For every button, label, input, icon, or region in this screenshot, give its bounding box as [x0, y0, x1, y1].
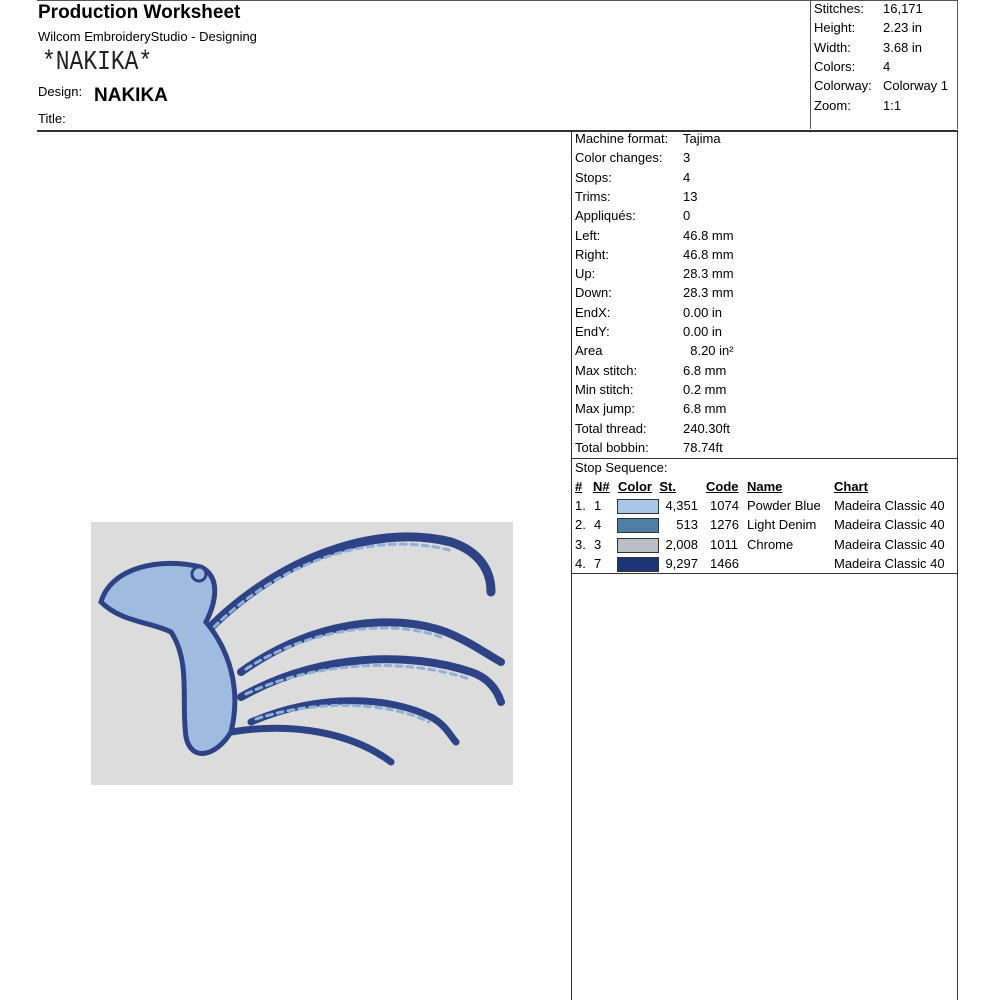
stop-number: 2. — [575, 517, 586, 533]
stat-label: Down: — [575, 285, 612, 301]
stop-number: 4. — [575, 555, 586, 571]
summary-label: Zoom: — [814, 97, 851, 113]
thread-name: Powder Blue — [747, 498, 821, 513]
stat-row — [575, 170, 690, 185]
column-header: # — [575, 479, 583, 494]
stat-label: Left: — [575, 227, 601, 243]
stat-row — [575, 324, 722, 339]
stat-value: 6.8 mm — [683, 401, 727, 417]
thread-code: 1074 — [710, 498, 739, 513]
stat-row — [575, 363, 726, 378]
column-header: Name — [747, 479, 783, 494]
stat-label: EndY: — [575, 324, 610, 339]
stat-value: 4 — [683, 169, 691, 185]
summary-value: 1:1 — [883, 97, 902, 113]
stat-label: Max stitch: — [575, 362, 638, 378]
stat-row — [575, 421, 730, 436]
stat-row — [575, 401, 726, 416]
stat-label: Total thread: — [575, 420, 647, 436]
thread-chart: Madeira Classic 40 — [834, 555, 945, 571]
divider — [571, 458, 957, 459]
summary-value: 3.68 in — [883, 39, 923, 55]
thread-chart: Madeira Classic 40 — [834, 498, 945, 513]
stat-label: Color changes: — [575, 150, 663, 166]
color-swatch — [617, 557, 659, 572]
stat-row — [575, 228, 734, 243]
stat-label: Trims: — [575, 188, 611, 204]
design-name: NAKIKA — [94, 85, 168, 106]
stat-label: EndX: — [575, 304, 611, 320]
stat-value: 8.20 in² — [683, 343, 734, 359]
stat-label: Min stitch: — [575, 381, 634, 397]
summary-row — [814, 98, 901, 113]
summary-label: Height: — [814, 20, 856, 36]
stat-value: 0.00 in — [683, 324, 723, 339]
column-header: Color — [618, 479, 652, 494]
column-header: N# — [593, 479, 610, 494]
stat-value: 0 — [683, 208, 691, 224]
stop-sequence-title: Stop Sequence: — [575, 460, 668, 475]
stop-number: 3. — [575, 536, 586, 552]
stat-row — [575, 266, 734, 281]
stat-row — [575, 382, 726, 397]
stitch-count: 2,008 — [665, 536, 698, 552]
stat-row — [575, 247, 734, 262]
design-label: Design: — [38, 84, 83, 99]
thread-name: Light Denim — [747, 517, 817, 533]
stop-number: 1. — [575, 498, 586, 513]
summary-label: Colorway: — [814, 78, 872, 94]
stat-value: 0.00 in — [683, 304, 723, 320]
stat-label: Appliqués: — [575, 208, 636, 224]
color-swatch — [617, 499, 659, 514]
thread-chart: Madeira Classic 40 — [834, 536, 945, 552]
stat-label: Area — [575, 343, 603, 359]
thread-code: 1466 — [710, 555, 739, 571]
page-title: Production Worksheet — [38, 2, 241, 23]
stat-label: Up: — [575, 266, 596, 282]
stat-value: 28.3 mm — [683, 285, 734, 301]
thread-code: 1011 — [710, 536, 738, 552]
design-barcode: *NAKIKA* — [42, 48, 153, 78]
stat-row — [575, 150, 690, 165]
stat-value: 28.3 mm — [683, 266, 734, 282]
stat-label: Max jump: — [575, 401, 635, 417]
thread-name: Chrome — [747, 536, 794, 552]
summary-row — [814, 1, 923, 16]
thread-code: 1276 — [710, 517, 739, 533]
stitch-count: 4,351 — [665, 498, 698, 513]
stat-value: 6.8 mm — [683, 362, 727, 378]
stat-row — [575, 285, 734, 300]
stat-value: 46.8 mm — [683, 227, 734, 243]
color-swatch — [617, 518, 659, 533]
octopus-embroidery-image — [91, 522, 513, 785]
stat-row — [575, 305, 722, 320]
stat-value: Tajima — [683, 131, 721, 146]
summary-row — [814, 40, 922, 55]
needle-number: 3 — [594, 536, 602, 552]
needle-number: 1 — [594, 498, 602, 513]
summary-row — [814, 78, 948, 93]
summary-value: 16,171 — [883, 1, 923, 16]
title-label: Title: — [38, 111, 66, 126]
summary-label: Colors: — [814, 58, 856, 74]
software-name: Wilcom EmbroideryStudio - Designing — [38, 29, 257, 44]
column-header: Code — [706, 479, 739, 494]
needle-number: 7 — [594, 555, 602, 571]
summary-label: Stitches: — [814, 1, 864, 16]
stitch-count: 513 — [676, 517, 698, 533]
needle-number: 4 — [594, 517, 602, 533]
summary-value: 2.23 in — [883, 20, 923, 36]
summary-row — [814, 20, 922, 35]
thread-chart: Madeira Classic 40 — [834, 517, 945, 533]
stat-value: 78.74ft — [683, 439, 723, 455]
stat-value: 3 — [683, 150, 691, 166]
stat-label: Total bobbin: — [575, 439, 649, 455]
summary-value: 4 — [883, 58, 891, 74]
design-preview — [91, 522, 513, 785]
stitch-count: 9,297 — [665, 555, 698, 571]
stat-label: Stops: — [575, 169, 612, 185]
color-swatch — [617, 538, 659, 553]
stat-row — [575, 131, 721, 146]
divider — [571, 573, 957, 574]
stat-value: 13 — [683, 188, 698, 204]
stat-value: 240.30ft — [683, 420, 730, 436]
column-header: St. — [659, 479, 676, 494]
stat-row — [575, 189, 697, 204]
stat-row — [575, 208, 690, 223]
stat-label: Machine format: — [575, 131, 669, 146]
stat-label: Right: — [575, 246, 609, 262]
stat-value: 0.2 mm — [683, 381, 727, 397]
stat-row — [575, 343, 734, 358]
stat-value: 46.8 mm — [683, 246, 734, 262]
summary-label: Width: — [814, 39, 851, 55]
summary-value: Colorway 1 — [883, 78, 949, 94]
stat-row — [575, 440, 723, 455]
column-header: Chart — [834, 479, 868, 494]
summary-row — [814, 59, 890, 74]
